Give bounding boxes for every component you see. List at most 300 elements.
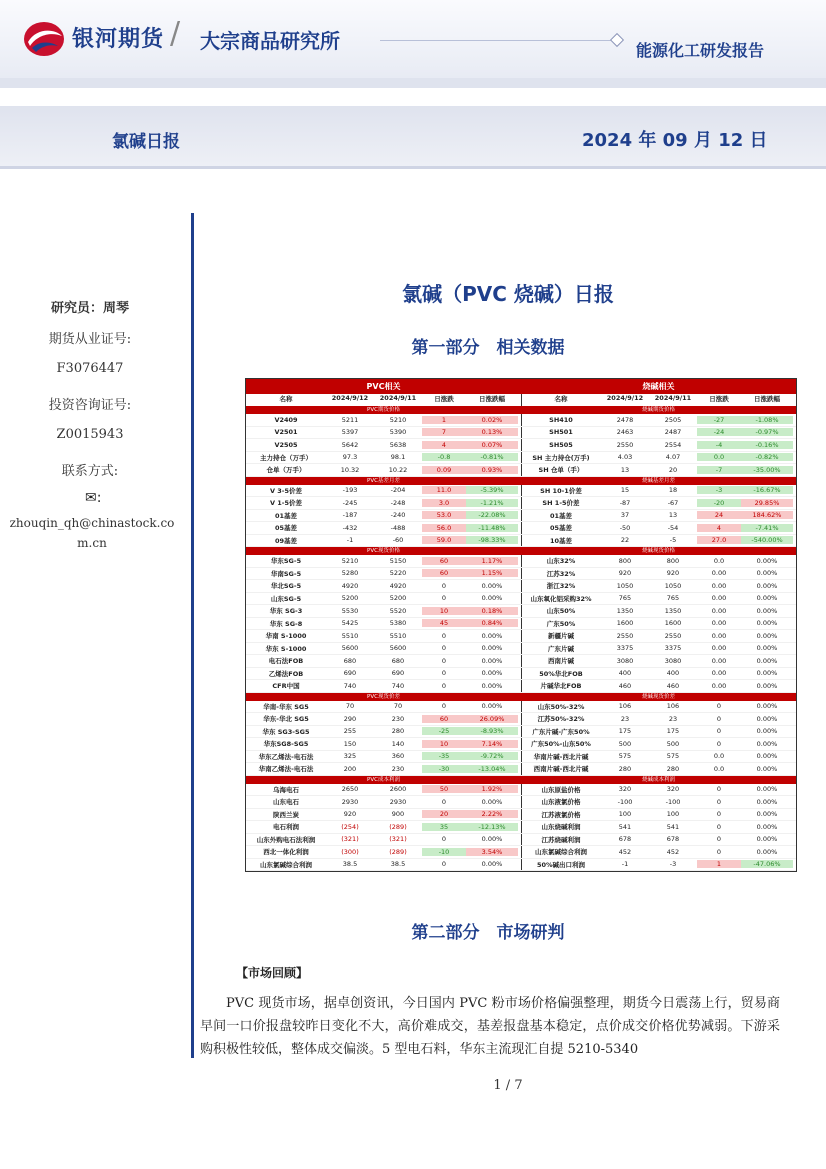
table-cell: 0 [716,785,722,794]
table-cell: 浙江32% [546,582,576,591]
brand-name: 银河期货 [72,27,165,52]
table-cell: 0 [441,835,447,844]
table-row [246,452,521,465]
section-header: 烧碱现货价格 [521,547,796,555]
table-cell: -24 [697,428,741,436]
table-cell: 1050 [616,581,634,590]
table-cell: 0.00% [756,656,778,665]
table-cell: 华东 S-1000 [265,644,307,653]
table-cell: 0.00% [756,835,778,844]
table-cell: (321) [389,835,407,844]
table-cell: V 3-5价差 [269,486,303,495]
table-cell: 765 [618,594,632,603]
section-header: 烧碱期货价格 [521,406,796,414]
table-cell: 10基差 [549,536,573,545]
table-row [246,846,521,859]
table-cell: 200 [343,764,357,773]
table-cell: 0.00% [481,860,503,869]
table-cell: -60 [392,536,404,545]
table-cell: 280 [391,727,405,736]
table-cell: 5425 [341,619,359,628]
galaxy-logo-icon [22,20,66,58]
table-cell: 100 [666,810,680,819]
table-row [246,439,521,452]
table-cell: 10.22 [388,465,408,474]
table-cell: -35.00% [741,466,793,474]
table-cell: 920 [343,810,357,819]
table-cell: 106 [666,702,680,711]
table-cell: -8.93% [466,727,518,735]
table-row [246,485,521,498]
table-cell: -7.41% [741,524,793,532]
table-cell: 500 [666,739,680,748]
table-cell: 800 [618,556,632,565]
table-cell: 华东 SG3-SG5 [262,727,310,736]
table-cell: -10 [422,848,466,856]
table-cell: 175 [666,727,680,736]
table-cell: 22 [620,536,630,545]
table-row [246,510,521,523]
table-cell: 45 [422,619,466,627]
table-cell: 680 [343,656,357,665]
table-cell: 18 [668,486,678,495]
table-cell: 290 [343,714,357,723]
table-cell: 0.00 [711,681,727,690]
table-cell: 680 [391,656,405,665]
table-cell: 0.00% [756,785,778,794]
table-cell: 38.5 [390,860,406,869]
table-row [246,580,521,593]
table-row [246,605,521,618]
table-cell: 0.00% [756,644,778,653]
table-row [246,497,521,510]
table-cell: 20 [422,810,466,818]
part1-heading: 第一部分 相关数据 [411,338,565,358]
table-cell: V2409 [274,415,298,424]
table-cell: 0.0 [697,453,741,461]
table-cell: 华南 S-1000 [265,632,307,641]
table-cell: 0.00% [756,847,778,856]
table-cell: -1.21% [466,499,518,507]
table-cell: 1 [422,416,466,424]
table-cell: 4 [697,524,741,532]
table-cell: -187 [342,511,358,520]
table-cell: -3 [669,860,677,869]
table-cell: 华南SG-5 [270,569,302,578]
table-row [246,655,521,668]
table-cell: 5220 [389,569,407,578]
section-header: PVC现货价格 [246,547,521,555]
table-row [246,668,521,681]
table-cell: -22.08% [466,511,518,519]
table-cell: 华南-华东 SG5 [263,702,309,711]
table-cell: 5380 [389,619,407,628]
column-header-row [246,394,521,406]
table-cell: 3375 [664,644,682,653]
column-header: 2024/9/12 [606,394,644,402]
table-cell: 新疆片碱 [548,632,574,641]
table-cell: 0 [716,822,722,831]
table-cell: 山东原盐价格 [541,785,581,794]
table-cell: 60 [422,557,466,565]
table-cell: 0.00% [756,681,778,690]
table-row [246,427,521,440]
table-cell: 0.00% [756,581,778,590]
table-cell: 2930 [341,797,359,806]
table-row [246,414,521,427]
table-cell: 2550 [664,631,682,640]
table-cell: 山东SG-5 [270,594,302,603]
part2-heading: 第二部分 市场研判 [411,923,565,943]
table-cell: 3.0 [422,499,466,507]
table-cell: 0 [441,656,447,665]
table-cell: 0 [716,739,722,748]
table-cell: SH 仓单（手） [538,466,584,475]
table-cell: 05基差 [274,524,298,533]
table-cell: 西北一体化利润 [263,848,309,857]
table-cell: 山东液氯价格 [541,798,581,807]
table-row [246,630,521,643]
table-cell: 13 [620,465,630,474]
table-cell: 70 [345,702,355,711]
table-cell: 山东电石 [273,798,299,807]
table-cell: 460 [618,681,632,690]
table-cell: 4.07 [665,453,681,462]
table-cell: 2.22% [466,810,518,818]
table-cell: 2650 [341,785,359,794]
table-cell: -47.06% [741,860,793,868]
table-cell: 10 [422,607,466,615]
table-cell: 360 [391,752,405,761]
table-row [521,796,796,809]
table-cell: 230 [391,764,405,773]
table-cell: SH501 [549,428,573,437]
table-cell: 2550 [616,440,634,449]
table-cell: 山东外购电石法利润 [256,835,316,844]
table-cell: 320 [618,785,632,794]
table-row [521,630,796,643]
table-cell: 0.0 [713,764,725,773]
table-cell: -50 [619,523,631,532]
table-cell: 0.00% [481,631,503,640]
table-cell: 50%华北FOB [539,669,583,678]
table-cell: 0.00% [756,752,778,761]
table-row [521,738,796,751]
table-row [521,464,796,477]
review-paragraph: PVC 现货市场，据卓创资讯，今日国内 PVC 粉市场价格偏强整理，期货今日震荡上行，贸易商早间一口价报盘较昨日变化不大，高价难成交，基差报盘基本稳定，点价成交价格优势减弱。下游采购积极性较低，整体成交偏淡。5 型电石料，华东主流现汇自提 5210-5340 [200,996,780,1057]
mail-colon: : [96,490,102,506]
table-cell: 3080 [664,656,682,665]
table-cell: 678 [666,835,680,844]
table-row [246,568,521,581]
table-cell: 2600 [389,785,407,794]
table-row [521,784,796,797]
column-header: 日涨跌幅 [754,395,780,403]
table-cell: 0.00% [481,681,503,690]
table-cell: 0.93% [466,466,518,474]
table-cell: SH505 [549,440,573,449]
consult-label: 投资咨询证号: [48,398,132,413]
table-cell: 2554 [664,440,682,449]
table-cell: 0.00 [711,656,727,665]
table-cell: -5.39% [466,486,518,494]
table-row [521,568,796,581]
table-row [521,701,796,714]
table-cell: 0.00% [756,594,778,603]
table-cell: 97.3 [342,453,358,462]
table-cell: 0 [716,797,722,806]
table-row [246,784,521,797]
table-cell: -240 [390,511,406,520]
table-cell: 765 [666,594,680,603]
table-cell: 0.0 [713,752,725,761]
table-cell: 5280 [341,569,359,578]
table-cell: 60 [422,569,466,577]
table-cell: 0 [441,702,447,711]
table-cell: -27 [697,416,741,424]
table-cell: 0.00% [481,594,503,603]
table-cell: SH410 [549,415,573,424]
table-row [521,655,796,668]
table-cell: 575 [666,752,680,761]
table-cell: 1 [697,860,741,868]
table-cell: 0.07% [466,441,518,449]
table-cell: 0 [716,702,722,711]
table-cell: 5642 [341,440,359,449]
table-row [246,751,521,764]
table-cell: 0.00% [756,764,778,773]
table-cell: -0.82% [741,453,793,461]
table-cell: -1 [621,860,629,869]
table-cell: 0.00% [756,702,778,711]
table-row [246,593,521,606]
table-row [521,510,796,523]
mail-glyph: ✉ [85,490,97,506]
table-cell: -100 [617,797,633,806]
table-cell: 华东SG-5 [270,557,302,566]
table-cell: 0.84% [466,619,518,627]
table-cell: 5390 [389,428,407,437]
table-cell: 华北SG-5 [270,582,302,591]
table-cell: -20 [697,499,741,507]
table-cell: 24 [697,511,741,519]
table-cell: -432 [342,523,358,532]
table-cell: 678 [618,835,632,844]
table-cell: 0 [441,681,447,690]
table-cell: 2463 [616,428,634,437]
table-cell: 3375 [616,644,634,653]
table-cell: 0.00% [756,810,778,819]
table-row [246,796,521,809]
table-row [521,809,796,822]
table-row [246,821,521,834]
table-cell: 1.17% [466,557,518,565]
data-table [245,378,797,872]
table-cell: -0.97% [741,428,793,436]
table-cell: -248 [390,498,406,507]
table-cell: 0 [441,644,447,653]
table-row [521,535,796,548]
table-cell: 0.00 [711,594,727,603]
table-cell: 37 [620,511,630,520]
table-cell: 23 [620,714,630,723]
table-cell: 仓单（万手） [266,466,306,475]
table-row [521,751,796,764]
table-cell: 0 [716,847,722,856]
table-cell: 山东氯碱综合利润 [260,860,312,869]
table-cell: 山东50%-32% [537,702,585,711]
table-cell: 184.62% [741,511,793,519]
license-label: 期货从业证号: [48,332,132,347]
table-cell: 175 [618,727,632,736]
table-cell: 广东50% [546,619,576,628]
table-cell: -488 [390,523,406,532]
table-cell: 0.00% [756,822,778,831]
table-header: PVC相关 [246,379,521,394]
table-cell: 0.00% [756,739,778,748]
section-header: 烧碱成本利润 [521,776,796,784]
table-cell: 10 [422,740,466,748]
table-cell: 西南片碱-西北片碱 [533,765,589,774]
table-cell: 江苏50%-32% [537,715,585,724]
table-cell: 0.00 [711,606,727,615]
table-cell: 0.00% [756,727,778,736]
table-cell: 华东SG8-SG5 [263,740,309,749]
table-cell: 1600 [664,619,682,628]
table-cell: 2550 [616,631,634,640]
table-cell: 50 [422,785,466,793]
table-cell: 255 [343,727,357,736]
table-cell: 5200 [341,594,359,603]
table-cell: 山东氧化铝采购32% [530,594,592,603]
table-cell: -7 [697,466,741,474]
table-cell: -3 [697,486,741,494]
table-cell: 59.0 [422,536,466,544]
table-cell: 0.09 [422,466,466,474]
table-row [246,834,521,847]
table-cell: 广东片碱 [548,644,574,653]
table-cell: 山东烧碱利润 [541,823,581,832]
header-decor-line [380,40,620,41]
table-cell: (289) [389,847,407,856]
email-link[interactable]: zhouqin_qh@chinastock.com.cn [9,516,175,550]
table-cell: 华东乙烯法-电石法 [258,752,314,761]
table-cell: 5397 [341,428,359,437]
table-cell: 5210 [389,415,407,424]
section-header: PVC基差月差 [246,477,521,485]
table-cell: 0.00% [756,556,778,565]
column-header: 日涨跌 [709,395,729,403]
table-cell: 0.00 [711,631,727,640]
table-cell: V 1-5价差 [269,499,303,508]
table-row [521,821,796,834]
table-header: 烧碱相关 [521,379,796,394]
table-cell: 740 [343,681,357,690]
table-cell: 主力持仓（万手） [260,453,312,462]
table-cell: 0.00% [481,644,503,653]
consult-number: Z0015943 [56,427,124,442]
table-cell: SH 1-5价差 [542,499,580,508]
table-row [521,846,796,859]
table-cell: 5510 [341,631,359,640]
table-cell: 0.00% [481,581,503,590]
table-cell: 0.13% [466,428,518,436]
report-title: 氯碱日报 [112,132,180,152]
column-header: 名称 [279,395,293,403]
table-cell: 0 [716,714,722,723]
table-row [521,763,796,776]
table-cell: 0.00% [756,669,778,678]
table-cell: -25 [422,727,466,735]
table-row [521,834,796,847]
table-cell: 2505 [664,415,682,424]
table-cell: (321) [341,835,359,844]
table-cell: 0.00 [711,581,727,590]
column-header: 2024/9/11 [654,394,692,402]
table-cell: 10.32 [340,465,360,474]
table-cell: 0.00% [481,835,503,844]
table-cell: 3080 [616,656,634,665]
table-cell: 11.0 [422,486,466,494]
table-cell: 740 [391,681,405,690]
table-cell: -16.67% [741,486,793,494]
table-cell: -11.48% [466,524,518,532]
table-row [521,643,796,656]
table-cell: 5600 [341,644,359,653]
table-cell: 541 [618,822,632,831]
table-cell: 230 [391,714,405,723]
section-header: 烧碱现货价差 [521,693,796,701]
table-cell: -12.13% [466,823,518,831]
table-cell: (300) [341,847,359,856]
license-number: F3076447 [56,361,124,376]
table-cell: 13 [668,511,678,520]
table-cell: 5530 [341,606,359,615]
table-cell: 0.00% [481,669,503,678]
table-cell: 0 [441,797,447,806]
table-cell: 460 [666,681,680,690]
table-cell: 01基差 [274,511,298,520]
table-cell: 0.00 [711,644,727,653]
table-cell: 山东50% [546,607,576,616]
table-cell: 0.00 [711,569,727,578]
table-cell: -100 [665,797,681,806]
table-row [521,485,796,498]
table-cell: 0.00% [756,569,778,578]
table-cell: 华南片碱-西北片碱 [533,752,589,761]
table-row [521,580,796,593]
table-cell: 广东50%-山东50% [531,740,591,749]
table-cell: 5211 [341,415,359,424]
table-cell: -193 [342,486,358,495]
table-cell: 38.5 [342,860,358,869]
table-cell: 50%碱出口利润 [536,860,586,869]
table-cell: 15 [620,486,630,495]
table-cell: 35 [422,823,466,831]
table-cell: 0.00% [756,631,778,640]
table-row [521,726,796,739]
mail-icon [85,490,101,506]
main-title: 氯碱（PVC 烧碱）日报 [402,282,614,306]
table-cell: 0 [441,669,447,678]
table-row [246,464,521,477]
table-cell: 5150 [389,556,407,565]
table-cell: 1.92% [466,785,518,793]
table-cell: (289) [389,822,407,831]
table-cell: -5 [669,536,677,545]
table-cell: SH 主力持仓(万手) [532,453,590,462]
table-row [521,427,796,440]
